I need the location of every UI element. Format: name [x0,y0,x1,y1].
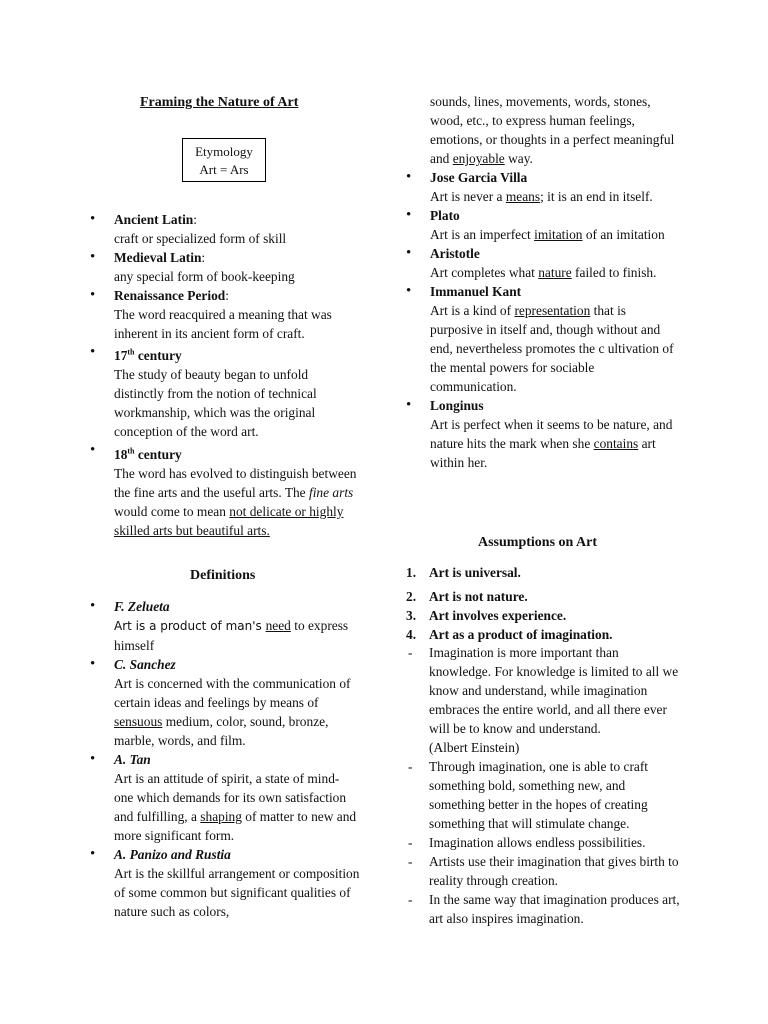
list-item: - Artists use their imagination that gives birth to reality through creation. [400,852,682,890]
etymology-label: Etymology [195,144,253,159]
list-item: • A. Tan Art is an attitude of spirit, a state of mind- one which demands for its own satisfaction and fulfilling, a shaping of matter to new and more significant form. [90,750,362,845]
history-body: any special form of book-keeping [114,269,295,284]
history-head: 17th century [114,348,182,364]
history-list [90,210,360,540]
list-item: • Longinus Art is perfect when it seems to be nature, and nature hits the mark when she contains art within her. [406,396,678,472]
page-title: Framing the Nature of Art [140,95,299,110]
list-item: • Jose Garcia Villa Art is never a means; it is an end in itself. [406,168,678,206]
list-item: • F. Zelueta Art is a product of man's need to express himself [90,597,362,655]
definitions-list-right [406,168,678,472]
history-head: Renaissance Period [114,288,226,303]
history-body: The word has evolved to distinguish between the fine arts and the useful arts. [114,465,357,500]
definitions-list-left [90,597,362,921]
assumptions-heading: Assumptions on Art [478,535,598,550]
definition-name: C. Sanchez [114,657,176,672]
definition-name: Longinus [430,398,484,413]
list-item: • A. Panizo and Rustia Art is the skillful arrangement or composition of some common but significant qualities of nature such as colors, [90,845,362,921]
list-item: 4. Art as a product of imagination. [406,627,613,642]
list-item: • C. Sanchez Art is concerned with the communication of certain ideas and feelings by means of sensuous medium, color, sound, bronze, marble, words, and film. [90,655,362,750]
history-head: Medieval Latin [114,250,202,265]
list-item: 1. Art is universal. [406,565,521,580]
list-item: - Imagination is more important than knowledge. For knowledge is limited to all we know and understand, while imagination embraces the entire world, and all there ever will be to know and understand. (Albert Einstein) [400,643,682,757]
list-item: • Renaissance Period: The word reacquired a meaning that was inherent in its ancient form of craft. [90,286,360,343]
definition-name: A. Tan [114,752,151,767]
list-item: - Imagination allows endless possibilities. [400,833,682,852]
definition-name: Jose Garcia Villa [430,170,528,185]
list-item: • Ancient Latin: craft or specialized form of skill [90,210,360,248]
list-item: • Medieval Latin: any special form of book-keeping [90,248,360,286]
list-item: • Immanuel Kant Art is a kind of representation that is purposive in itself and, though without and end, nevertheless promotes the c ultivation of the mental powers for sociable communication. [406,282,678,396]
list-item: • Aristotle Art completes what nature failed to finish. [406,244,678,282]
history-head: 18th century [114,446,182,462]
etymology-box [182,138,266,182]
assumptions-list [400,563,690,644]
list-item: 2. Art is not nature. [406,589,528,604]
definition-name: Plato [430,208,460,223]
definition-continuation: sounds, lines, movements, words, stones, wood, etc., to express human feelings, emotions, or thoughts in a perfect meaningful and enjoyable way. [430,94,675,166]
definition-name: A. Panizo and Rustia [114,847,231,862]
list-item [90,343,360,441]
etymology-equation: Art = Ars [199,162,249,177]
list-item: - In the same way that imagination produces art, art also inspires imagination. [400,890,682,928]
history-body: The word reacquired a meaning that was inherent in its ancient form of craft. [114,307,332,341]
definition-name: F. Zelueta [114,599,170,614]
list-item: • Plato Art is an imperfect imitation of an imitation [406,206,678,244]
definition-name: Aristotle [430,246,480,261]
imagination-list [400,643,682,928]
quote-attribution: (Albert Einstein) [429,740,520,755]
history-body: The study of beauty began to unfold distinctly from the notion of technical workmanship, which was the original conception of the word art. [114,367,317,440]
list-item: • 18th century The word has evolved to distinguish between the fine arts and the useful arts. The fine arts would come to mean not delicate or highly skilled arts but beautiful arts. [90,441,360,539]
list-item: 3. Art involves experience. [406,608,567,623]
history-body: craft or specialized form of skill [114,231,287,246]
definition-name: Immanuel Kant [430,284,522,299]
list-item: - Through imagination, one is able to craft something bold, something new, and something better in the hopes of creating something that will stimulate change. [400,757,682,833]
definitions-heading: Definitions [190,568,256,583]
history-head: Ancient Latin [114,212,194,227]
